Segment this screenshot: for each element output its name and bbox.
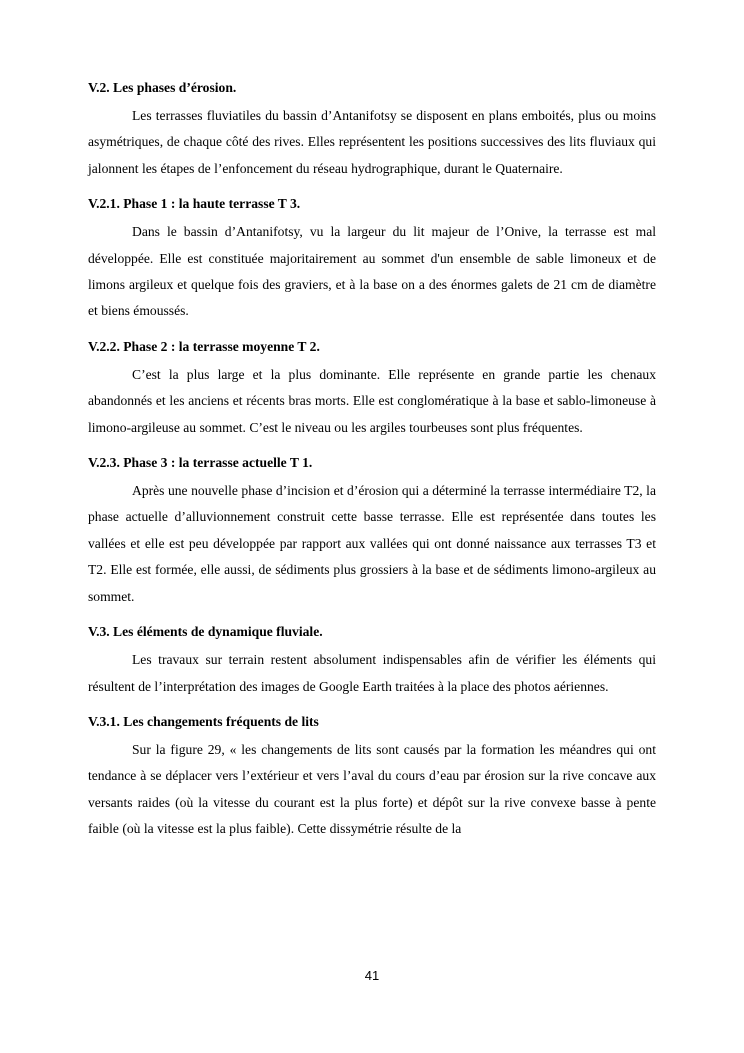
section-paragraph: Les terrasses fluviatiles du bassin d’Antanifotsy se disposent en plans emboités, plus ou moins asymétriques, de chaque côté des rives. Elles représentent les positions successives des lits fluviaux qui jalonnent les étapes de l’enfoncement du réseau hydrographique, durant le Quaternaire.: [88, 108, 656, 176]
section-paragraph: Les travaux sur terrain restent absolument indispensables afin de vérifier les éléments qui résultent de l’interprétation des images de Google Earth traitées à la place des photos aériennes.: [88, 652, 656, 694]
section-paragraph: Sur la figure 29, « les changements de lits sont causés par la formation les méandres qui ont tendance à se déplacer vers l’extérieur et vers l’aval du cours d’eau par érosion sur la rive concave aux versants raides (où la vitesse du courant est la plus forte) et dépôt sur la rive convexe basse à pente faible (où la vitesse est la plus faible). Cette dissymétrie résulte de la: [88, 741, 656, 837]
section-paragraph: Dans le bassin d’Antanifotsy, vu la largeur du lit majeur de l’Onive, la terrasse est mal développée. Elle est constituée majoritairement au sommet d'un ensemble de sable limoneux et de limons argileux et quelque fois des graviers, et à la base on a des énormes galets de 21 cm de diamètre et biens émoussés.: [88, 224, 656, 319]
section-paragraph: C’est la plus large et la plus dominante. Elle représente en grande partie les chenaux abandonnés et les anciens et récents bras morts. Elle est conglomératique à la base et sablo-limoneuse à limono-argileuse au sommet. C’est le niveau ou les argiles tourbeuses sont plus fréquentes.: [88, 366, 656, 435]
page-number: 41: [364, 968, 380, 983]
section-heading: V.3.1. Les changements fréquents de lits: [88, 713, 319, 729]
section-heading: V.3. Les éléments de dynamique fluviale.: [88, 624, 323, 640]
section-heading: V.2.3. Phase 3 : la terrasse actuelle T 1.: [88, 455, 313, 471]
section-paragraph: Après une nouvelle phase d’incision et d’érosion qui a déterminé la terrasse intermédiaire T2, la phase actuelle d’alluvionnement construit cette basse terrasse. Elle est représentée dans toutes les vallées et elle est peu développée par rapport aux vallées qui ont donné naissance aux terrasses T3 et T2. Elle est formée, elle aussi, de sédiments plus grossiers à la base et de sédiments limono-argileux au sommet.: [88, 483, 656, 604]
section-heading: V.2.2. Phase 2 : la terrasse moyenne T 2.: [88, 338, 320, 354]
section-heading: V.2.1. Phase 1 : la haute terrasse T 3.: [88, 196, 301, 212]
page-content: [88, 76, 656, 843]
section-heading: V.2. Les phases d’érosion.: [88, 80, 237, 95]
